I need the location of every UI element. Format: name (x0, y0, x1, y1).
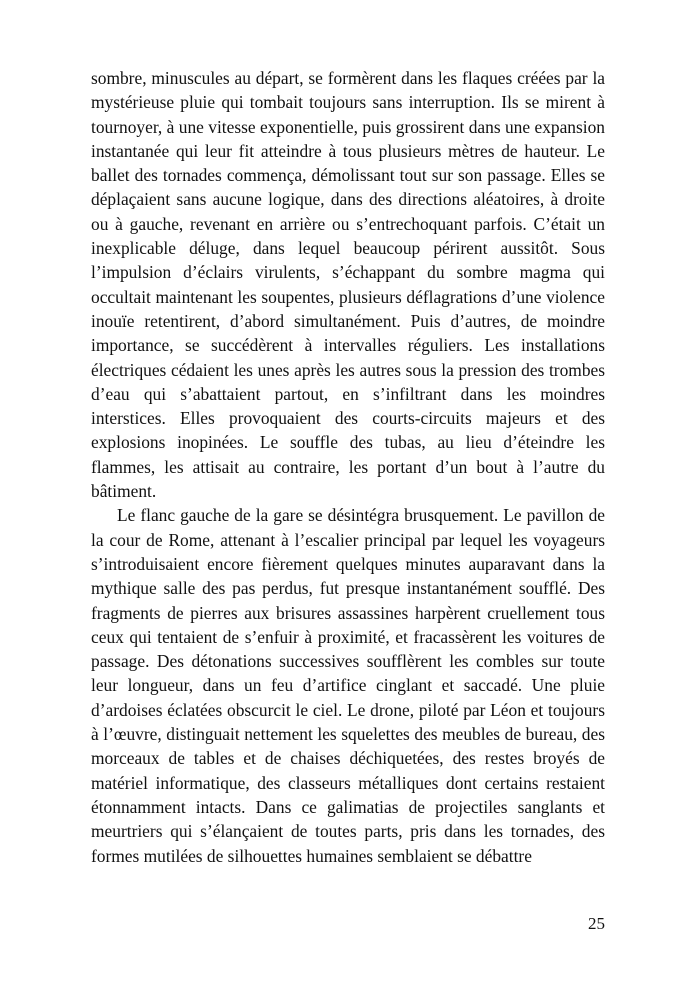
paragraph-gare: Le flanc gauche de la gare se désintégra brusquement. Le pavillon de la cour de Rome, attenant à l’escalier principal par lequel les voyageurs s’introduisaient encore fièrement quelques minutes auparavant dans la mythique salle des pas perdus, fut presque instantanément soufflé. Des fragments de pierres aux brisures assassines harpèrent cruellement tous ceux qui tentaient de s’enfuir à proximité, et fracassèrent les voitures de passage. Des détonations successives soufflèrent les combles sur toute leur longueur, dans un feu d’artifice cinglant et saccadé. Une pluie d’ardoises éclatées obscurcit le ciel. Le drone, piloté par Léon et toujours à l’œuvre, distinguait nettement les squelettes des meubles de bureau, des morceaux de tables et de chaises déchiquetées, des restes broyés de matériel informatique, des classeurs métalliques dont certains restaient étonnamment intacts. Dans ce galimatias de projectiles sanglants et meurtriers qui s’élançaient de toutes parts, pris dans les tornades, des formes mutilées de silhouettes humaines semblaient se débattre (91, 505, 605, 866)
paragraph-continuation: sombre, minuscules au départ, se formèrent dans les flaques créées par la mystérieuse pluie qui tombait toujours sans interruption. Ils se mirent à tournoyer, à une vitesse exponentielle, puis grossirent dans une expansion instantanée qui leur fit atteindre à tous plusieurs mètres de hauteur. Le ballet des tornades commença, démolissant tout sur son passage. Elles se déplaçaient sans aucune logique, dans des directions aléatoires, à droite ou à gauche, revenant en arrière ou s’entrechoquant parfois. C’était un inexplicable déluge, dans lequel beaucoup périrent aussitôt. Sous l’impulsion d’éclairs virulents, s’échappant du sombre magma qui occultait maintenant les soupentes, plusieurs déflagrations d’une violence inouïe retentirent, d’abord simultanément. Puis d’autres, de moindre importance, se succédèrent à intervalles réguliers. Les installations électriques cédaient les unes après les autres sous la pression des trombes d’eau qui s’abattaient partout, en s’infiltrant dans les moindres interstices. Elles provoquaient des courts-circuits majeurs et des explosions inopinées. Le souffle des tubas, au lieu d’éteindre les flammes, les attisait au contraire, les portant d’un bout à l’autre du bâtiment. (91, 68, 605, 502)
page-number: 25 (588, 914, 605, 933)
body-text (91, 66, 605, 868)
